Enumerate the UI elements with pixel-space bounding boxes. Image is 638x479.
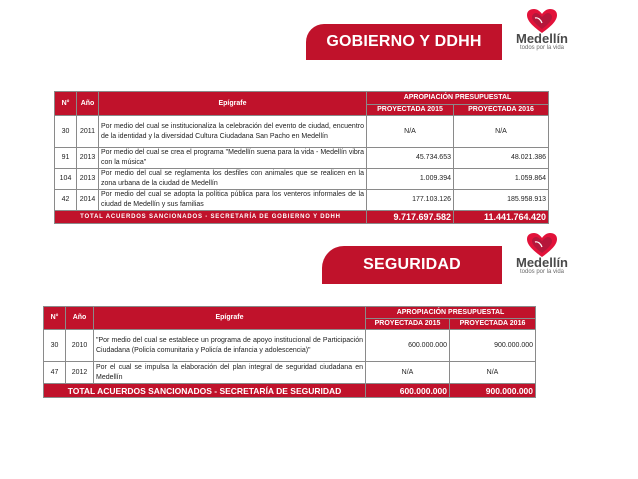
header-apropiacion: APROPIACIÓN PRESUPUESTAL xyxy=(367,92,549,105)
table-row xyxy=(55,190,549,211)
section-title: SEGURIDAD xyxy=(363,256,461,273)
header-epigrafe: Epígrafe xyxy=(99,92,367,116)
section-title: GOBIERNO Y DDHH xyxy=(326,33,482,50)
cell-num: 30 xyxy=(44,330,66,362)
cell-num: 42 xyxy=(55,190,77,211)
cell-epigrafe: Por medio del cual se institucionaliza la celebración del evento de ciudad, encuentro de la identidad y la diversidad Cultura Ciudadana San Pacho en Medellín xyxy=(99,116,367,148)
table-row xyxy=(55,116,549,148)
header-2015: PROYECTADA 2015 xyxy=(366,319,450,330)
header-epigrafe: Epígrafe xyxy=(94,307,366,330)
cell-epigrafe: Por medio del cual se reglamenta los desfiles con animales que se realicen en la zona urbana de la ciudad de Medellín xyxy=(99,169,367,190)
logo-tagline: todos por la vida xyxy=(519,269,565,275)
medellin-logo xyxy=(500,232,584,292)
cell-2015: N/A xyxy=(366,362,450,384)
cell-2016: 1.059.864 xyxy=(454,169,549,190)
total-label: TOTAL ACUERDOS SANCIONADOS - SECRETARÍA DE SEGURIDAD xyxy=(44,384,366,398)
cell-2015: 1.009.394 xyxy=(367,169,454,190)
cell-2016: 185.958.913 xyxy=(454,190,549,211)
section-banner-gobierno xyxy=(306,24,502,60)
cell-2016: 900.000.000 xyxy=(450,330,536,362)
cell-epigrafe: "Por medio del cual se establece un programa de apoyo institucional de Participación Ciudadana (Policía comunitaria y Policía de infancia y adolescencia)" xyxy=(94,330,366,362)
header-anio: Año xyxy=(66,307,94,330)
seguridad-table xyxy=(43,306,536,398)
table-row xyxy=(44,362,536,384)
table-row xyxy=(55,148,549,169)
cell-num: 30 xyxy=(55,116,77,148)
logo-brand-text: Medellín xyxy=(515,31,568,46)
medellin-logo xyxy=(500,8,584,68)
section-banner-seguridad xyxy=(322,246,502,284)
cell-num: 104 xyxy=(55,169,77,190)
cell-epigrafe: Por el cual se impulsa la elaboración del plan integral de seguridad ciudadana en Medellín xyxy=(94,362,366,384)
header-num: N° xyxy=(44,307,66,330)
cell-2015: 600.000.000 xyxy=(366,330,450,362)
cell-2016: N/A xyxy=(454,116,549,148)
total-2015: 9.717.697.582 xyxy=(367,211,454,224)
cell-num: 91 xyxy=(55,148,77,169)
cell-2015: N/A xyxy=(367,116,454,148)
total-2016: 900.000.000 xyxy=(450,384,536,398)
header-num: N° xyxy=(55,92,77,116)
cell-2016: N/A xyxy=(450,362,536,384)
cell-anio: 2011 xyxy=(77,116,99,148)
cell-2015: 177.103.126 xyxy=(367,190,454,211)
header-2016: PROYECTADA 2016 xyxy=(450,319,536,330)
total-row xyxy=(55,211,549,224)
total-label: TOTAL ACUERDOS SANCIONADOS - SECRETARÍA DE GOBIERNO Y DDHH xyxy=(55,211,367,224)
logo-tagline: todos por la vida xyxy=(519,45,565,51)
cell-num: 47 xyxy=(44,362,66,384)
header-2016: PROYECTADA 2016 xyxy=(454,105,549,116)
total-2015: 600.000.000 xyxy=(366,384,450,398)
table-row xyxy=(44,330,536,362)
cell-anio: 2013 xyxy=(77,169,99,190)
total-2016: 11.441.764.420 xyxy=(454,211,549,224)
cell-epigrafe: Por medio del cual se crea el programa "Medellín suena para la vida - Medellín vibra con la música" xyxy=(99,148,367,169)
total-row xyxy=(44,384,536,398)
header-anio: Año xyxy=(77,92,99,116)
cell-epigrafe: Por medio del cual se adopta la política pública para los venteros informales de la ciudad de Medellín y sus familias xyxy=(99,190,367,211)
logo-brand-text: Medellín xyxy=(515,255,568,270)
header-2015: PROYECTADA 2015 xyxy=(367,105,454,116)
cell-anio: 2014 xyxy=(77,190,99,211)
cell-anio: 2010 xyxy=(66,330,94,362)
cell-anio: 2013 xyxy=(77,148,99,169)
cell-anio: 2012 xyxy=(66,362,94,384)
gobierno-table xyxy=(54,91,549,224)
cell-2015: 45.734.653 xyxy=(367,148,454,169)
table-row xyxy=(55,169,549,190)
header-apropiacion: APROPIACIÓN PRESUPUESTAL xyxy=(366,307,536,319)
cell-2016: 48.021.386 xyxy=(454,148,549,169)
